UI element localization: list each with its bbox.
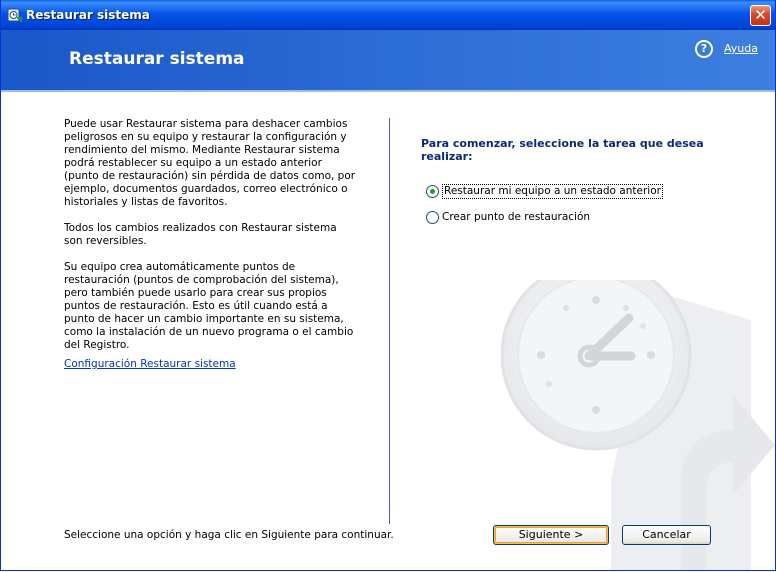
footer-instruction: Seleccione una opción y haga clic en Siguiente para continuar. xyxy=(64,529,394,541)
radio-dot-icon xyxy=(430,189,435,194)
window-title: Restaurar sistema xyxy=(26,8,150,22)
close-icon: ✕ xyxy=(754,6,767,24)
task-prompt: Para comenzar, seleccione la tarea que desea realizar: xyxy=(421,137,704,163)
description-paragraph-1: Puede usar Restaurar sistema para deshacer cambios peligrosos en su equipo y restaurar la configuración y rendimiento del mismo. Mediante Restaurar sistema podrá restablecer su equipo a un estado anterior (punto de restauración) sin pérdida de datos como, por ejemplo, documentos guardados, correo electrónico o historiales y listas de favoritos. xyxy=(64,118,356,208)
description-paragraph-2: Todos los cambios realizados con Restaurar sistema son reversibles. xyxy=(64,222,337,247)
header-banner xyxy=(1,30,775,90)
close-button[interactable] xyxy=(750,5,771,26)
description-paragraph-3: Su equipo crea automáticamente puntos de restauración (puntos de comprobación del sistema), pero también puede usarlo para crear sus propios puntos de restauración. Esto es útil cuando está a punto de hacer un cambio importante en su sistema, como la instalación de un nuevo programa o el cambio del Registro. xyxy=(64,261,354,351)
radio-unselected[interactable] xyxy=(426,211,439,224)
help-icon[interactable]: ? xyxy=(695,40,713,58)
description-text xyxy=(64,118,356,365)
next-button[interactable]: Siguiente > xyxy=(493,525,609,545)
restore-settings-link[interactable]: Configuración Restaurar sistema xyxy=(64,358,236,370)
restore-option[interactable] xyxy=(426,185,661,199)
restore-option-label[interactable]: Restaurar mi equipo a un estado anterior xyxy=(444,185,661,197)
header-divider xyxy=(1,90,775,92)
create-point-option-label[interactable]: Crear punto de restauración xyxy=(442,211,591,223)
page-title: Restaurar sistema xyxy=(69,49,245,69)
vertical-divider xyxy=(389,118,390,524)
system-restore-icon xyxy=(6,7,22,23)
help-link[interactable]: Ayuda xyxy=(724,42,758,55)
title-bar[interactable] xyxy=(1,0,775,30)
create-point-option[interactable] xyxy=(426,211,591,225)
radio-selected[interactable] xyxy=(426,185,439,198)
cancel-button[interactable]: Cancelar xyxy=(622,525,711,545)
